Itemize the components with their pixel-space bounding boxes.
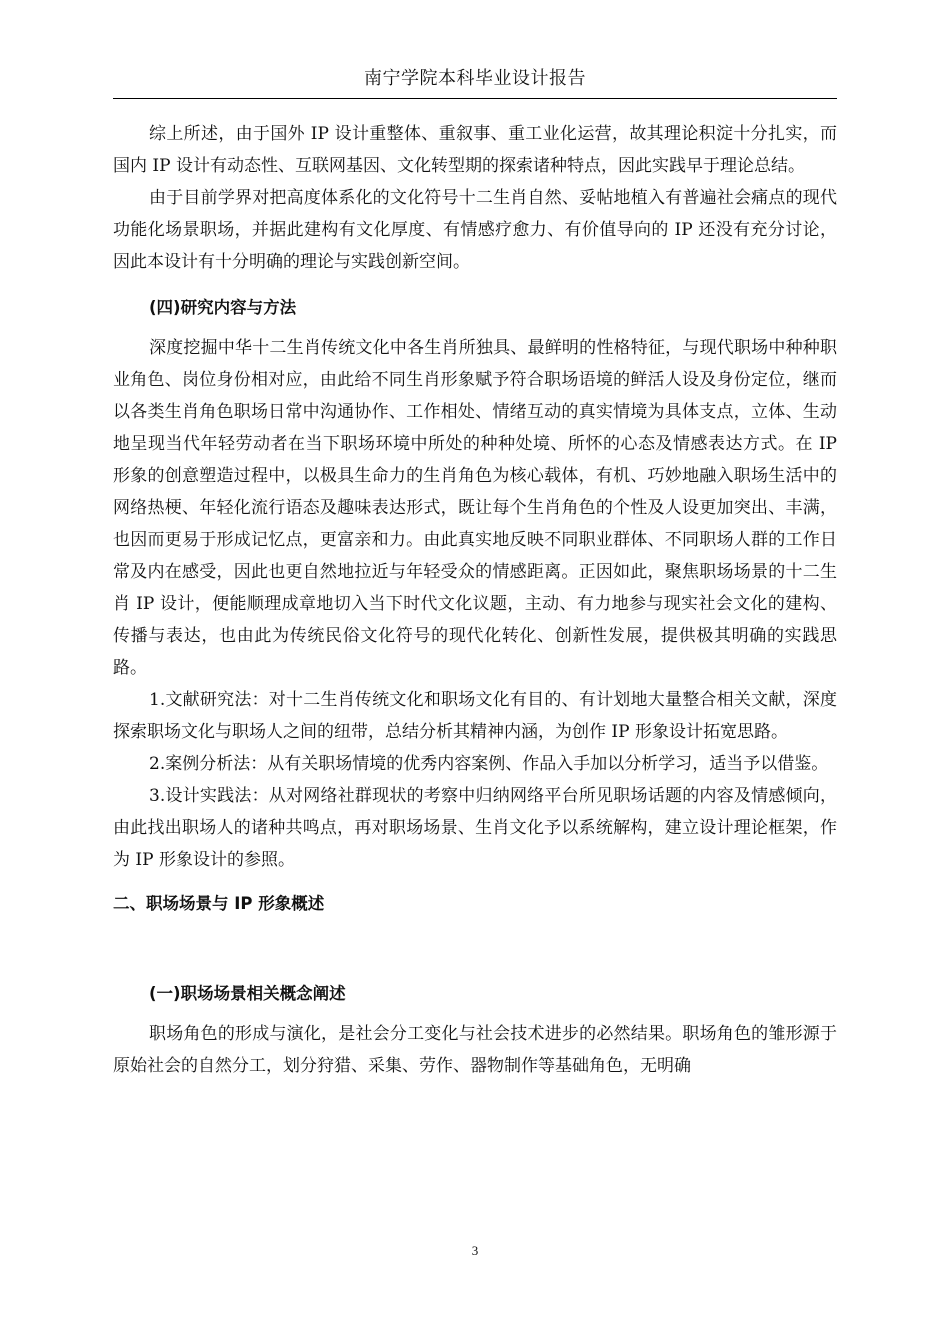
section-heading-research: (四)研究内容与方法 — [149, 298, 297, 317]
method-case-analysis: 2.案例分析法：从有关职场情境的优秀内容案例、作品入手加以分析学习，适当予以借鉴。 — [149, 754, 829, 774]
page-number: 3 — [471, 1243, 479, 1258]
method-literature-research: 1.文献研究法：对十二生肖传统文化和职场文化有目的、有计划地大量整合相关文献，深度探索职场文化与职场人之间的纽带，总结分析其精神内涵，为创作 IP 形象设计拓宽思路。 — [113, 690, 837, 742]
method-design-practice: 3.设计实践法：从对网络社群现状的考察中归纳网络平台所见职场话题的内容及情感倾向，由此找出职场人的诸种共鸣点，再对职场场景、生肖文化予以系统解构，建立设计理论框架，作为 IP 形象设计的参照。 — [113, 786, 837, 870]
section-heading-workplace-concept: (一)职场场景相关概念阐述 — [149, 984, 346, 1003]
header-divider — [113, 98, 837, 99]
page-body — [113, 118, 837, 1082]
page-header-title: 南宁学院本科毕业设计报告 — [364, 68, 586, 89]
chapter-heading-2: 二、职场场景与 IP 形象概述 — [113, 894, 325, 913]
paragraph-research-content: 深度挖掘中华十二生肖传统文化中各生肖所独具、最鲜明的性格特征，与现代职场中种种职业角色、岗位身份相对应，由此给不同生肖形象赋予符合职场语境的鲜活人设及身份定位，继而以各类生肖角色职场日常中沟通协作、工作相处、情绪互动的真实情境为具体支点，立体、生动地呈现当代年轻劳动者在当下职场环境中所处的种种处境、所怀的心态及情感表达方式。在 IP 形象的创意塑造过程中，以极具生命力的生肖角色为核心载体，有机、巧妙地融入职场生活中的网络热梗、年轻化流行语态及趣味表达形式，既让每个生肖角色的个性及人设更加突出、丰满，也因而更易于形成记忆点，更富亲和力。由此真实地反映不同职业群体、不同职场人群的工作日常及内在感受，因此也更自然地拉近与年轻受众的情感距离。正因如此，聚焦职场场景的十二生肖 IP 设计，便能顺理成章地切入当下时代文化议题，主动、有力地参与现实社会文化的建构、传播与表达，也由此为传统民俗文化符号的现代化转化、创新性发展，提供极其明确的实践思路。 — [113, 338, 837, 678]
paragraph-innovation-space: 由于目前学界对把高度体系化的文化符号十二生肖自然、妥帖地植入有普遍社会痛点的现代功能化场景职场，并据此建构有文化厚度、有情感疗愈力、有价值导向的 IP 还没有充分讨论，因此本设计有十分明确的理论与实践创新空间。 — [113, 188, 837, 272]
paragraph-workplace-role: 职场角色的形成与演化，是社会分工变化与社会技术进步的必然结果。职场角色的雏形源于原始社会的自然分工，划分狩猎、采集、劳作、器物制作等基础角色，无明确 — [113, 1024, 837, 1076]
paragraph-summary: 综上所述，由于国外 IP 设计重整体、重叙事、重工业化运营，故其理论积淀十分扎实，而国内 IP 设计有动态性、互联网基因、文化转型期的探索诸种特点，因此实践早于理论总结。 — [113, 124, 837, 176]
